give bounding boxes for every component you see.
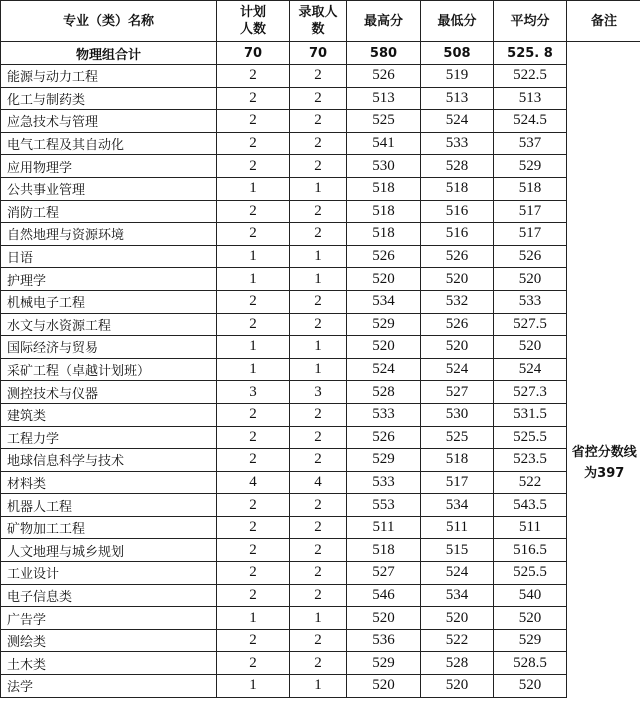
cell-name: 国际经济与贸易 bbox=[1, 336, 217, 359]
cell-name: 工程力学 bbox=[1, 426, 217, 449]
cell-min: 520 bbox=[421, 675, 494, 698]
cell-max: 518 bbox=[347, 539, 421, 562]
cell-min: 513 bbox=[421, 87, 494, 110]
header-max: 最高分 bbox=[347, 1, 421, 42]
table-row bbox=[1, 132, 640, 155]
cell-name: 工业设计 bbox=[1, 562, 217, 585]
cell-name: 地球信息科学与技术 bbox=[1, 449, 217, 472]
cell-max: 526 bbox=[347, 245, 421, 268]
cell-name: 水文与水资源工程 bbox=[1, 313, 217, 336]
cell-min: 527 bbox=[421, 381, 494, 404]
header-admit-line2: 数 bbox=[311, 22, 325, 37]
cell-avg: 523.5 bbox=[494, 449, 567, 472]
cell-max: 546 bbox=[347, 584, 421, 607]
cell-admit: 1 bbox=[290, 268, 347, 291]
cell-admit: 2 bbox=[290, 132, 347, 155]
cell-avg: 528.5 bbox=[494, 652, 567, 675]
cell-avg: 537 bbox=[494, 132, 567, 155]
cell-name: 土木类 bbox=[1, 652, 217, 675]
cell-admit: 2 bbox=[290, 65, 347, 88]
cell-plan: 2 bbox=[217, 426, 290, 449]
cell-admit: 2 bbox=[290, 403, 347, 426]
cell-min: 528 bbox=[421, 155, 494, 178]
header-plan-line1: 计划 bbox=[239, 5, 266, 20]
cell-avg: 529 bbox=[494, 629, 567, 652]
cell-min: 524 bbox=[421, 562, 494, 585]
cell-max: 533 bbox=[347, 403, 421, 426]
cell-plan: 2 bbox=[217, 223, 290, 246]
cell-name: 护理学 bbox=[1, 268, 217, 291]
cell-avg: 518 bbox=[494, 177, 567, 200]
cell-plan: 1 bbox=[217, 268, 290, 291]
cell-name: 化工与制药类 bbox=[1, 87, 217, 110]
cell-plan: 1 bbox=[217, 336, 290, 359]
cell-max: 534 bbox=[347, 290, 421, 313]
cell-plan: 2 bbox=[217, 403, 290, 426]
cell-plan: 1 bbox=[217, 675, 290, 698]
cell-max: 511 bbox=[347, 516, 421, 539]
cell-plan: 2 bbox=[217, 652, 290, 675]
table-row bbox=[1, 449, 640, 472]
table-row bbox=[1, 584, 640, 607]
cell-max: 528 bbox=[347, 381, 421, 404]
cell-plan: 2 bbox=[217, 629, 290, 652]
cell-avg: 524.5 bbox=[494, 110, 567, 133]
cell-avg: 520 bbox=[494, 268, 567, 291]
cell-min: 526 bbox=[421, 313, 494, 336]
cell-min: 525 bbox=[421, 426, 494, 449]
cell-name: 电气工程及其自动化 bbox=[1, 132, 217, 155]
cell-name: 公共事业管理 bbox=[1, 177, 217, 200]
table-row bbox=[1, 313, 640, 336]
cell-max: 518 bbox=[347, 200, 421, 223]
cell-admit: 2 bbox=[290, 539, 347, 562]
cell-admit: 2 bbox=[290, 629, 347, 652]
cell-min: 516 bbox=[421, 200, 494, 223]
cell-avg: 525.5 bbox=[494, 562, 567, 585]
total-row bbox=[1, 42, 640, 65]
cell-plan: 1 bbox=[217, 177, 290, 200]
cell-min: 530 bbox=[421, 403, 494, 426]
cell-max: 553 bbox=[347, 494, 421, 517]
cell-avg: 527.5 bbox=[494, 313, 567, 336]
cell-min: 520 bbox=[421, 607, 494, 630]
total-admit: 70 bbox=[290, 42, 347, 65]
cell-plan: 2 bbox=[217, 155, 290, 178]
cell-admit: 2 bbox=[290, 200, 347, 223]
cell-avg: 520 bbox=[494, 336, 567, 359]
cell-admit: 1 bbox=[290, 607, 347, 630]
table-row bbox=[1, 155, 640, 178]
table-row bbox=[1, 200, 640, 223]
cell-admit: 2 bbox=[290, 516, 347, 539]
cell-avg: 520 bbox=[494, 607, 567, 630]
cell-name: 能源与动力工程 bbox=[1, 65, 217, 88]
cell-admit: 1 bbox=[290, 245, 347, 268]
cell-avg: 522.5 bbox=[494, 65, 567, 88]
cell-max: 520 bbox=[347, 607, 421, 630]
cell-plan: 2 bbox=[217, 290, 290, 313]
cell-name: 应用物理学 bbox=[1, 155, 217, 178]
cell-plan: 2 bbox=[217, 200, 290, 223]
cell-max: 518 bbox=[347, 223, 421, 246]
cell-avg: 540 bbox=[494, 584, 567, 607]
table-row bbox=[1, 268, 640, 291]
cell-max: 520 bbox=[347, 336, 421, 359]
cell-name: 自然地理与资源环境 bbox=[1, 223, 217, 246]
cell-min: 524 bbox=[421, 110, 494, 133]
cell-max: 526 bbox=[347, 65, 421, 88]
cell-admit: 4 bbox=[290, 471, 347, 494]
cell-max: 520 bbox=[347, 268, 421, 291]
header-plan bbox=[217, 1, 290, 42]
cell-admit: 1 bbox=[290, 336, 347, 359]
table-row bbox=[1, 494, 640, 517]
total-plan: 70 bbox=[217, 42, 290, 65]
cell-name: 机器人工程 bbox=[1, 494, 217, 517]
cell-avg: 525.5 bbox=[494, 426, 567, 449]
cell-admit: 2 bbox=[290, 87, 347, 110]
cell-name: 电子信息类 bbox=[1, 584, 217, 607]
cell-avg: 517 bbox=[494, 223, 567, 246]
table-row bbox=[1, 652, 640, 675]
cell-plan: 1 bbox=[217, 358, 290, 381]
cell-min: 520 bbox=[421, 336, 494, 359]
cell-admit: 2 bbox=[290, 290, 347, 313]
cell-name: 消防工程 bbox=[1, 200, 217, 223]
cell-plan: 2 bbox=[217, 110, 290, 133]
cell-min: 517 bbox=[421, 471, 494, 494]
cell-name: 机械电子工程 bbox=[1, 290, 217, 313]
table-row bbox=[1, 675, 640, 698]
cell-name: 建筑类 bbox=[1, 403, 217, 426]
table-row bbox=[1, 245, 640, 268]
cell-avg: 529 bbox=[494, 155, 567, 178]
cell-name: 矿物加工工程 bbox=[1, 516, 217, 539]
table-row bbox=[1, 223, 640, 246]
cell-max: 526 bbox=[347, 426, 421, 449]
cell-admit: 2 bbox=[290, 155, 347, 178]
table-row bbox=[1, 607, 640, 630]
cell-avg: 527.3 bbox=[494, 381, 567, 404]
table-row bbox=[1, 177, 640, 200]
cell-admit: 3 bbox=[290, 381, 347, 404]
header-row bbox=[1, 1, 640, 42]
cell-name: 广告学 bbox=[1, 607, 217, 630]
cell-max: 529 bbox=[347, 449, 421, 472]
cell-avg: 524 bbox=[494, 358, 567, 381]
cell-plan: 2 bbox=[217, 65, 290, 88]
cell-min: 522 bbox=[421, 629, 494, 652]
cell-plan: 2 bbox=[217, 494, 290, 517]
cell-plan: 2 bbox=[217, 516, 290, 539]
cell-max: 541 bbox=[347, 132, 421, 155]
table-row bbox=[1, 562, 640, 585]
cell-avg: 513 bbox=[494, 87, 567, 110]
cell-plan: 2 bbox=[217, 313, 290, 336]
cell-plan: 2 bbox=[217, 562, 290, 585]
table-row bbox=[1, 381, 640, 404]
cell-admit: 2 bbox=[290, 562, 347, 585]
cell-max: 525 bbox=[347, 110, 421, 133]
cell-admit: 2 bbox=[290, 449, 347, 472]
cell-avg: 520 bbox=[494, 675, 567, 698]
header-admit-line1: 录取人 bbox=[298, 5, 338, 20]
cell-min: 526 bbox=[421, 245, 494, 268]
cell-name: 日语 bbox=[1, 245, 217, 268]
cell-plan: 2 bbox=[217, 584, 290, 607]
cell-plan: 2 bbox=[217, 539, 290, 562]
total-min: 508 bbox=[421, 42, 494, 65]
cell-name: 测绘类 bbox=[1, 629, 217, 652]
table-row bbox=[1, 110, 640, 133]
cell-plan: 1 bbox=[217, 607, 290, 630]
cell-avg: 543.5 bbox=[494, 494, 567, 517]
header-name: 专业（类）名称 bbox=[1, 1, 217, 42]
total-avg: 525. 8 bbox=[494, 42, 567, 65]
cell-admit: 2 bbox=[290, 223, 347, 246]
header-min: 最低分 bbox=[421, 1, 494, 42]
cell-name: 测控技术与仪器 bbox=[1, 381, 217, 404]
cell-min: 524 bbox=[421, 358, 494, 381]
cell-min: 518 bbox=[421, 449, 494, 472]
cell-avg: 517 bbox=[494, 200, 567, 223]
cell-avg: 522 bbox=[494, 471, 567, 494]
total-name: 物理组合计 bbox=[1, 42, 217, 65]
cell-max: 513 bbox=[347, 87, 421, 110]
header-plan-line2: 人数 bbox=[239, 22, 266, 37]
cell-max: 536 bbox=[347, 629, 421, 652]
cell-admit: 2 bbox=[290, 313, 347, 336]
cell-max: 527 bbox=[347, 562, 421, 585]
cell-name: 法学 bbox=[1, 675, 217, 698]
cell-min: 520 bbox=[421, 268, 494, 291]
cell-max: 533 bbox=[347, 471, 421, 494]
table-row bbox=[1, 65, 640, 88]
cell-min: 511 bbox=[421, 516, 494, 539]
cell-plan: 1 bbox=[217, 245, 290, 268]
cell-min: 533 bbox=[421, 132, 494, 155]
cell-admit: 2 bbox=[290, 110, 347, 133]
cell-min: 516 bbox=[421, 223, 494, 246]
cell-max: 529 bbox=[347, 652, 421, 675]
cell-max: 530 bbox=[347, 155, 421, 178]
cell-min: 519 bbox=[421, 65, 494, 88]
cell-admit: 2 bbox=[290, 584, 347, 607]
table-row bbox=[1, 358, 640, 381]
table-row bbox=[1, 471, 640, 494]
table-row bbox=[1, 290, 640, 313]
cell-plan: 2 bbox=[217, 132, 290, 155]
cell-max: 518 bbox=[347, 177, 421, 200]
cell-plan: 2 bbox=[217, 449, 290, 472]
cell-min: 518 bbox=[421, 177, 494, 200]
cell-avg: 516.5 bbox=[494, 539, 567, 562]
cell-name: 人文地理与城乡规划 bbox=[1, 539, 217, 562]
cell-name: 采矿工程（卓越计划班） bbox=[1, 358, 217, 381]
cell-min: 534 bbox=[421, 584, 494, 607]
cell-max: 524 bbox=[347, 358, 421, 381]
table-row bbox=[1, 426, 640, 449]
table-row bbox=[1, 87, 640, 110]
cell-avg: 531.5 bbox=[494, 403, 567, 426]
cell-plan: 2 bbox=[217, 87, 290, 110]
cell-avg: 511 bbox=[494, 516, 567, 539]
cell-plan: 4 bbox=[217, 471, 290, 494]
remark-cell: 省控分数线为397 bbox=[567, 42, 640, 698]
cell-avg: 533 bbox=[494, 290, 567, 313]
cell-max: 529 bbox=[347, 313, 421, 336]
cell-admit: 2 bbox=[290, 652, 347, 675]
cell-plan: 3 bbox=[217, 381, 290, 404]
cell-min: 532 bbox=[421, 290, 494, 313]
cell-min: 515 bbox=[421, 539, 494, 562]
total-max: 580 bbox=[347, 42, 421, 65]
cell-admit: 1 bbox=[290, 358, 347, 381]
table-row bbox=[1, 629, 640, 652]
table-row bbox=[1, 336, 640, 359]
cell-min: 528 bbox=[421, 652, 494, 675]
cell-min: 534 bbox=[421, 494, 494, 517]
cell-admit: 2 bbox=[290, 426, 347, 449]
header-admit bbox=[290, 1, 347, 42]
table-row bbox=[1, 516, 640, 539]
table-row bbox=[1, 539, 640, 562]
header-avg: 平均分 bbox=[494, 1, 567, 42]
cell-avg: 526 bbox=[494, 245, 567, 268]
cell-name: 材料类 bbox=[1, 471, 217, 494]
cell-admit: 1 bbox=[290, 675, 347, 698]
table-row bbox=[1, 403, 640, 426]
cell-admit: 2 bbox=[290, 494, 347, 517]
cell-name: 应急技术与管理 bbox=[1, 110, 217, 133]
cell-admit: 1 bbox=[290, 177, 347, 200]
header-remark: 备注 bbox=[567, 1, 640, 42]
cell-max: 520 bbox=[347, 675, 421, 698]
